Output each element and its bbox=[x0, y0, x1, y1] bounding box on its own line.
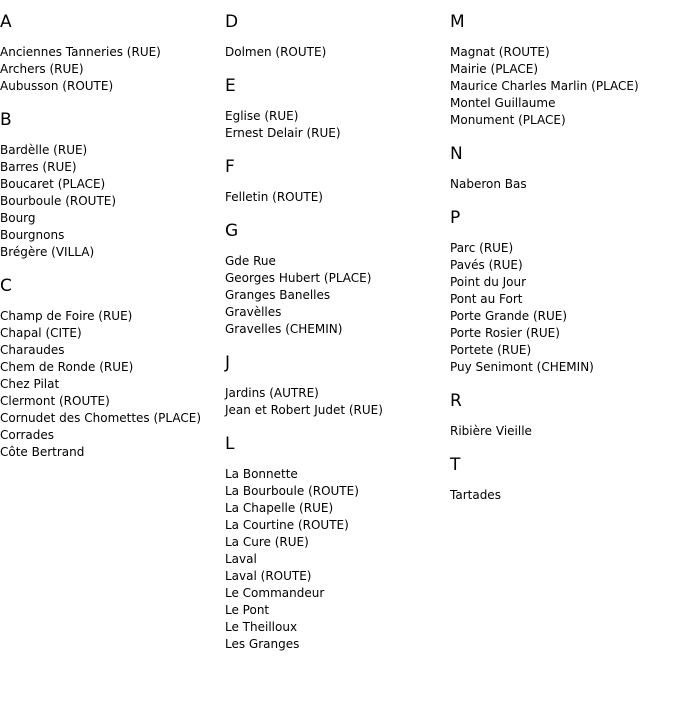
street-name-item: Bardèlle (RUE) bbox=[0, 143, 88, 157]
street-name-item: Chez Pilat bbox=[0, 377, 60, 391]
street-name-item: La Bourboule (ROUTE) bbox=[225, 484, 359, 498]
street-name-item: Porte Rosier (RUE) bbox=[450, 326, 560, 340]
street-list bbox=[450, 423, 675, 440]
letter-section bbox=[0, 108, 225, 261]
street-name-item: Parc (RUE) bbox=[450, 241, 514, 255]
letter-section bbox=[225, 219, 450, 338]
street-name-item: Montel Guillaume bbox=[450, 96, 556, 110]
street-name-item: Chem de Ronde (RUE) bbox=[0, 360, 134, 374]
letter-section bbox=[225, 10, 450, 61]
street-name-item: Portete (RUE) bbox=[450, 343, 532, 357]
street-name-item: Le Pont bbox=[225, 603, 270, 617]
street-name-item: Laval (ROUTE) bbox=[225, 569, 312, 583]
section-letter-heading: T bbox=[450, 455, 461, 475]
street-name-item: Tartades bbox=[450, 488, 501, 502]
street-name-item: Magnat (ROUTE) bbox=[450, 45, 550, 59]
street-name-item: Côte Bertrand bbox=[0, 445, 85, 459]
street-name-item: La Courtine (ROUTE) bbox=[225, 518, 349, 532]
letter-section bbox=[0, 274, 225, 461]
section-letter-heading: C bbox=[0, 276, 12, 296]
street-name-item: Dolmen (ROUTE) bbox=[225, 45, 327, 59]
street-name-item: Corrades bbox=[0, 428, 54, 442]
street-name-item: La Chapelle (RUE) bbox=[225, 501, 334, 515]
street-name-item: Felletin (ROUTE) bbox=[225, 190, 323, 204]
letter-section bbox=[225, 351, 450, 419]
street-name-item: Jardins (AUTRE) bbox=[225, 386, 319, 400]
street-name-item: Clermont (ROUTE) bbox=[0, 394, 110, 408]
street-name-item: Ribière Vieille bbox=[450, 424, 532, 438]
section-letter-heading: D bbox=[225, 12, 239, 32]
letter-section bbox=[225, 155, 450, 206]
letter-section bbox=[450, 142, 675, 193]
section-letter-heading: G bbox=[225, 221, 239, 241]
street-name-item: Anciennes Tanneries (RUE) bbox=[0, 45, 161, 59]
section-letter-heading: J bbox=[225, 353, 231, 373]
street-name-item: Mairie (PLACE) bbox=[450, 62, 539, 76]
street-list bbox=[225, 253, 450, 338]
letter-section bbox=[450, 206, 675, 376]
street-list bbox=[450, 487, 675, 504]
street-name-item: Archers (RUE) bbox=[0, 62, 84, 76]
letter-section bbox=[225, 74, 450, 142]
section-letter-heading: M bbox=[450, 12, 465, 32]
street-name-item: Granges Banelles bbox=[225, 288, 331, 302]
street-name-item: Monument (PLACE) bbox=[450, 113, 566, 127]
street-name-item: Gravelles (CHEMIN) bbox=[225, 322, 343, 336]
street-name-item: Naberon Bas bbox=[450, 177, 527, 191]
street-name-item: Eglise (RUE) bbox=[225, 109, 299, 123]
street-name-item: Gravèlles bbox=[225, 305, 282, 319]
street-list bbox=[225, 108, 450, 142]
street-name-item: Pont au Fort bbox=[450, 292, 523, 306]
street-name-item: Puy Senimont (CHEMIN) bbox=[450, 360, 594, 374]
street-list bbox=[450, 240, 675, 376]
street-name-item: Barres (RUE) bbox=[0, 160, 77, 174]
street-name-item: Les Granges bbox=[225, 637, 300, 651]
section-letter-heading: L bbox=[225, 434, 235, 454]
index-column-1 bbox=[0, 10, 225, 461]
street-list bbox=[0, 142, 225, 261]
section-letter-heading: A bbox=[0, 12, 12, 32]
street-name-item: Aubusson (ROUTE) bbox=[0, 79, 114, 93]
street-name-item: Champ de Foire (RUE) bbox=[0, 309, 133, 323]
street-name-item: Porte Grande (RUE) bbox=[450, 309, 568, 323]
index-column-2 bbox=[225, 10, 450, 653]
letter-section bbox=[0, 10, 225, 95]
street-name-item: Cornudet des Chomettes (PLACE) bbox=[0, 411, 202, 425]
street-list bbox=[225, 385, 450, 419]
letter-section bbox=[450, 10, 675, 129]
section-letter-heading: P bbox=[450, 208, 461, 228]
letter-section bbox=[450, 389, 675, 440]
street-name-item: La Bonnette bbox=[225, 467, 298, 481]
section-letter-heading: F bbox=[225, 157, 235, 177]
street-name-item: Chapal (CITE) bbox=[0, 326, 82, 340]
street-name-item: Bourboule (ROUTE) bbox=[0, 194, 117, 208]
letter-section bbox=[450, 453, 675, 504]
street-name-item: Charaudes bbox=[0, 343, 65, 357]
street-name-item: Boucaret (PLACE) bbox=[0, 177, 106, 191]
street-list bbox=[225, 44, 450, 61]
street-name-item: Point du Jour bbox=[450, 275, 527, 289]
street-list bbox=[225, 466, 450, 653]
street-name-item: Jean et Robert Judet (RUE) bbox=[225, 403, 383, 417]
street-name-item: Bourg bbox=[0, 211, 36, 225]
street-name-item: Le Theilloux bbox=[225, 620, 298, 634]
section-letter-heading: E bbox=[225, 76, 236, 96]
section-letter-heading: B bbox=[0, 110, 12, 130]
street-name-item: Le Commandeur bbox=[225, 586, 325, 600]
street-name-item: La Cure (RUE) bbox=[225, 535, 309, 549]
street-name-item: Bourgnons bbox=[0, 228, 65, 242]
letter-section bbox=[225, 432, 450, 653]
street-name-item: Brégère (VILLA) bbox=[0, 245, 95, 259]
street-name-item: Georges Hubert (PLACE) bbox=[225, 271, 372, 285]
section-letter-heading: R bbox=[450, 391, 462, 411]
street-list bbox=[450, 44, 675, 129]
street-list bbox=[0, 308, 225, 461]
street-name-item: Laval bbox=[225, 552, 257, 566]
street-name-item: Pavés (RUE) bbox=[450, 258, 523, 272]
street-list bbox=[225, 189, 450, 206]
street-list bbox=[450, 176, 675, 193]
street-name-item: Ernest Delair (RUE) bbox=[225, 126, 341, 140]
index-column-3 bbox=[450, 10, 675, 504]
street-name-item: Gde Rue bbox=[225, 254, 276, 268]
section-letter-heading: N bbox=[450, 144, 463, 164]
street-list bbox=[0, 44, 225, 95]
street-name-item: Maurice Charles Marlin (PLACE) bbox=[450, 79, 639, 93]
